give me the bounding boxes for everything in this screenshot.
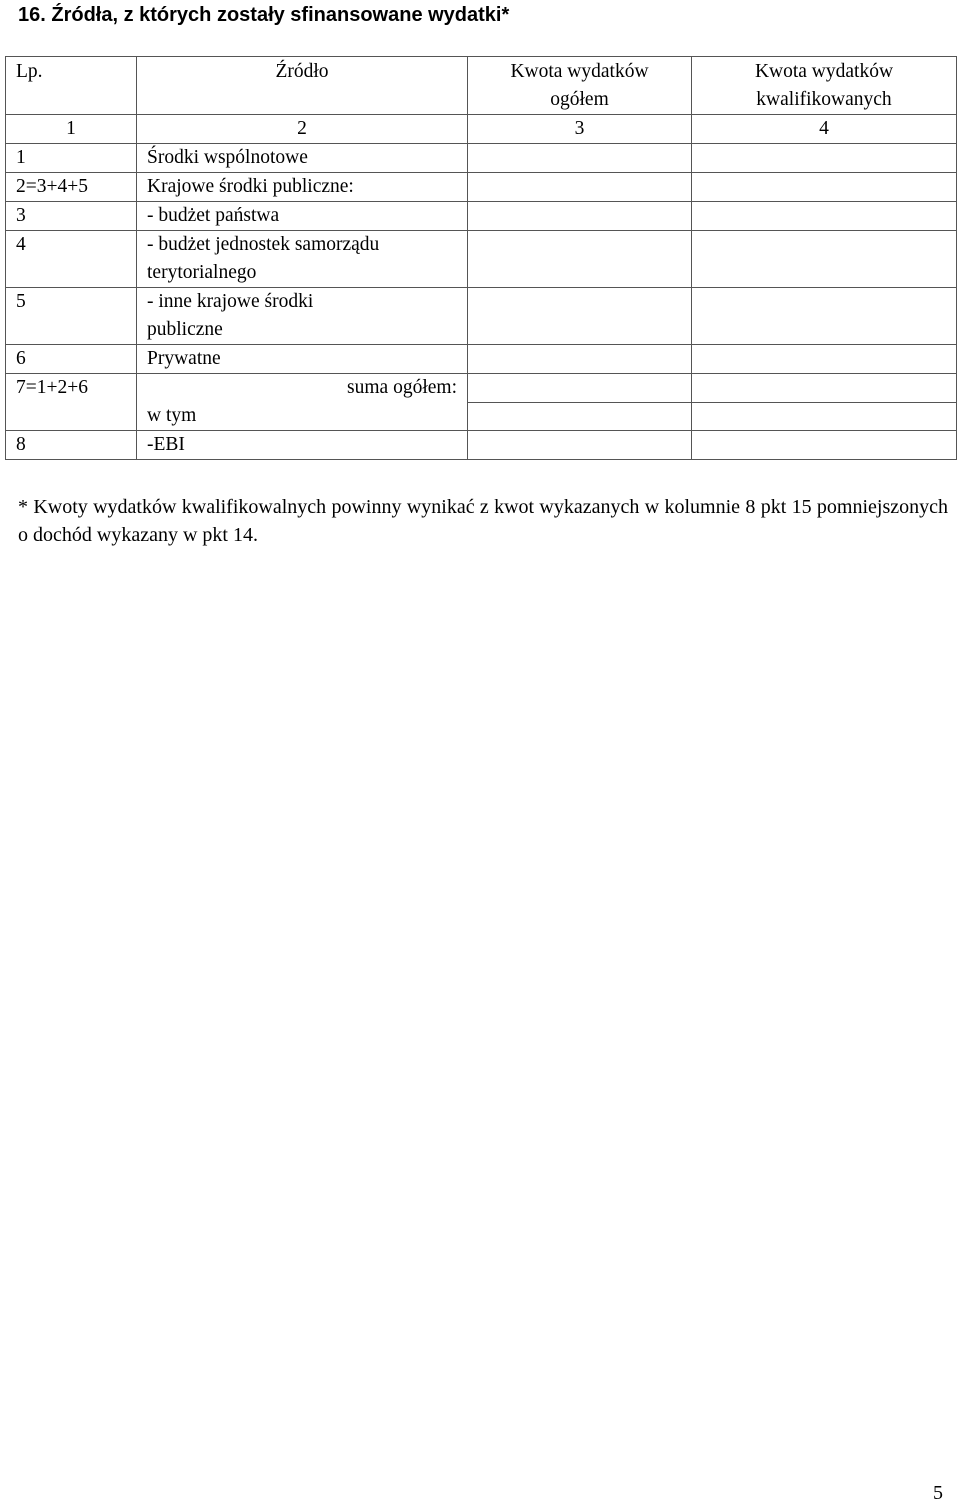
header-qualified-amount: Kwota wydatków kwalifikowanych xyxy=(692,57,957,115)
row-lp: 8 xyxy=(6,431,137,460)
row-source: Środki wspólnotowe xyxy=(137,144,468,173)
column-number: 2 xyxy=(137,115,468,144)
row-qualified-cell[interactable] xyxy=(692,173,957,202)
row-source-sum-label: suma ogółem: xyxy=(137,374,468,403)
table-row xyxy=(6,144,957,173)
row-total-cell[interactable] xyxy=(468,202,692,231)
row-lp: 1 xyxy=(6,144,137,173)
row-total-cell[interactable] xyxy=(468,345,692,374)
row-source: - budżet jednostek samorządu terytorialnego xyxy=(137,231,468,288)
table-row xyxy=(6,202,957,231)
row-lp: 3 xyxy=(6,202,137,231)
row-total-cell[interactable] xyxy=(468,288,692,345)
row-total-cell[interactable] xyxy=(468,144,692,173)
table-row xyxy=(6,173,957,202)
header-lp: Lp. xyxy=(6,57,137,115)
row-source: Krajowe środki publiczne: xyxy=(137,173,468,202)
row-lp: 2=3+4+5 xyxy=(6,173,137,202)
row-source: w tym xyxy=(137,402,468,431)
footnote: * Kwoty wydatków kwalifikowalnych powinny wynikać z kwot wykazanych w kolumnie 8 pkt 15 pomniejszonych o dochód wykazany w pkt 14. xyxy=(18,496,948,546)
row-qualified-cell[interactable] xyxy=(692,202,957,231)
table-row xyxy=(6,231,957,288)
table-row xyxy=(6,288,957,345)
table-row xyxy=(6,345,957,374)
column-number-row xyxy=(6,115,957,144)
table-row-sum xyxy=(6,374,957,403)
table-row xyxy=(6,431,957,460)
row-lp: 5 xyxy=(6,288,137,345)
row-qualified-cell[interactable] xyxy=(692,231,957,288)
row-total-cell[interactable] xyxy=(468,231,692,288)
table-row-subtotal-label xyxy=(6,402,957,431)
funding-sources-table xyxy=(5,56,957,460)
row-qualified-cell[interactable] xyxy=(692,374,957,403)
page-number: 5 xyxy=(933,1482,943,1504)
row-total-cell[interactable] xyxy=(468,431,692,460)
row-qualified-cell[interactable] xyxy=(692,144,957,173)
row-source: -EBI xyxy=(137,431,468,460)
table-header-row xyxy=(6,57,957,115)
row-total-cell[interactable] xyxy=(468,374,692,403)
column-number: 1 xyxy=(6,115,137,144)
row-source: - budżet państwa xyxy=(137,202,468,231)
row-lp xyxy=(6,402,137,431)
row-lp: 7=1+2+6 xyxy=(6,374,137,403)
row-lp: 6 xyxy=(6,345,137,374)
row-qualified-cell[interactable] xyxy=(692,431,957,460)
row-total-cell[interactable] xyxy=(468,173,692,202)
row-lp: 4 xyxy=(6,231,137,288)
column-number: 3 xyxy=(468,115,692,144)
row-source: Prywatne xyxy=(137,345,468,374)
column-number: 4 xyxy=(692,115,957,144)
row-total-cell[interactable] xyxy=(468,402,692,431)
header-total-amount: Kwota wydatków ogółem xyxy=(468,57,692,115)
section-heading: 16. Źródła, z których zostały sfinansowane wydatki* xyxy=(18,4,510,26)
header-source: Źródło xyxy=(137,57,468,115)
row-qualified-cell[interactable] xyxy=(692,345,957,374)
row-qualified-cell[interactable] xyxy=(692,402,957,431)
row-qualified-cell[interactable] xyxy=(692,288,957,345)
row-source: - inne krajowe środki publiczne xyxy=(137,288,468,345)
